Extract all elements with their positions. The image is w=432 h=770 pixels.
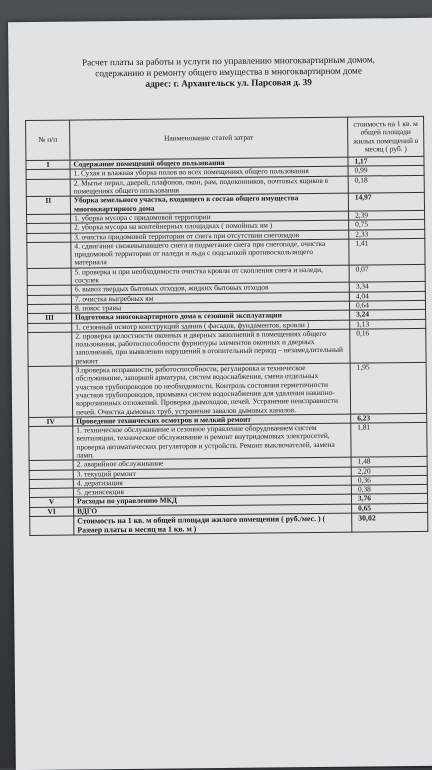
row-number bbox=[29, 460, 73, 470]
row-value: 0,64 bbox=[349, 300, 425, 310]
row-value: 6,23 bbox=[351, 413, 427, 423]
row-name: Подготовка многоквартирного дома к сезонной эксплуатации bbox=[72, 310, 350, 322]
row-number bbox=[27, 233, 71, 243]
row-name: Содержание помещений общего пользования bbox=[70, 157, 348, 169]
row-number: V bbox=[29, 498, 73, 508]
table-row bbox=[29, 422, 427, 460]
row-number bbox=[27, 242, 71, 268]
row-name: 2. уборка мусора на контейнерных площадках ( помойных ям ) bbox=[71, 220, 349, 232]
row-name: 4. дератизация bbox=[73, 476, 351, 488]
row-name: 3.проверка исправности, работоспособности, регулировка и техническое обслуживание, запорной арматуры, систем водоснабжения, смена отдельных участков трубопроводов по необходимости. Контроль состояния герметичности участков трубопроводов, промывка систем водоснабжения для удаления накипно-коррозионных отложений. Проверка дымоходов, печей. Устранение неисправности печей. Очистка дымовых труб, устранение завалов дымовых каналов. bbox=[72, 363, 351, 417]
row-name: 2. Мытье перил, дверей, плафонов, окон, рам, подоконников, почтовых ящиков в помещениях общего пользования bbox=[70, 176, 348, 197]
column-header-cost: стоимость на 1 кв. м общей площади жилых помещений в месяц ( руб. ) bbox=[348, 116, 424, 157]
row-name: 1. сезонный осмотр конструкций здания ( фасадов, фундаментов, кровли ) bbox=[72, 320, 350, 332]
row-number bbox=[26, 170, 70, 180]
row-name: 1. техническое обслуживание и сезонное управление оборудованием систем вентиляции, техническое обслуживание и ремонт внутридомовых электросетей, проверка автоматических регуляторов и устройств. Ремонт выключателей, замена ламп. bbox=[73, 423, 351, 460]
cost-table bbox=[25, 116, 428, 536]
header-line-2: содержанию и ремонту общего имущества в многоквартирном доме bbox=[95, 65, 362, 79]
row-name: 5. дезинсекция bbox=[73, 485, 351, 497]
row-value: 0,99 bbox=[348, 166, 424, 176]
row-name: 4. сдвигание свежевыпавшего снега и подметание снега при снегопаде, очистка придомовой территории от наледи и льда с подсыпкой противоскользящего материала bbox=[71, 239, 349, 268]
row-value: 0,18 bbox=[348, 175, 424, 193]
row-number: IV bbox=[29, 417, 73, 427]
row-number bbox=[27, 268, 71, 286]
row-value: 2,39 bbox=[349, 210, 425, 220]
row-value: 14,97 bbox=[348, 193, 424, 211]
row-value: 0,16 bbox=[350, 328, 426, 363]
row-name: 1. Сухая и влажная уборка полов во всех помещениях общего пользования bbox=[70, 167, 348, 179]
document-header bbox=[48, 54, 408, 91]
header-line-1: Расчет платы за работы и услуги по управлению многоквартирным домом, bbox=[81, 54, 375, 68]
row-number: III bbox=[28, 313, 72, 323]
row-number bbox=[27, 223, 71, 233]
row-value: 1,17 bbox=[348, 157, 424, 167]
row-number bbox=[27, 285, 71, 295]
row-name: Уборка земельного участка, входящего в состав общего имущества многоквартирного дома bbox=[70, 194, 348, 215]
row-value: 0,38 bbox=[351, 485, 427, 495]
table-row bbox=[28, 328, 426, 366]
table-row bbox=[28, 362, 427, 417]
row-value: 3,24 bbox=[350, 310, 426, 320]
column-header-name: Наименование статей затрат bbox=[70, 117, 348, 160]
row-value: 1,95 bbox=[350, 362, 427, 414]
table-header-row bbox=[26, 116, 424, 160]
row-number: VI bbox=[30, 507, 74, 517]
row-value: 1,81 bbox=[351, 422, 427, 457]
row-value: 1,48 bbox=[351, 457, 427, 467]
row-value: 3,76 bbox=[351, 494, 427, 504]
document-sheet bbox=[8, 18, 432, 770]
row-number bbox=[29, 479, 73, 489]
row-name: 3. текущий ремонт bbox=[73, 467, 351, 479]
row-number bbox=[29, 470, 73, 480]
row-name: Стоимость на 1 кв. м общей площади жилого помещения ( руб./мес. ) ( Размер платы в месяц на 1 кв. м ) bbox=[74, 513, 352, 535]
row-value: 0,36 bbox=[351, 475, 427, 485]
table-total-row bbox=[30, 512, 428, 535]
row-name: 1. уборка мусора с придомовой территории bbox=[71, 211, 349, 223]
row-name: 7. очистка выгребных ям bbox=[71, 292, 349, 304]
row-value: 0,07 bbox=[349, 264, 425, 282]
row-value: 1,13 bbox=[350, 319, 426, 329]
row-name: 5. проверка и при необходимости очистка кровли от скопления снега и наледи, сосулек bbox=[71, 265, 349, 286]
row-value: 0,65 bbox=[352, 503, 428, 513]
row-number: I bbox=[26, 160, 70, 170]
row-name: 2. аварийное обслуживание bbox=[73, 457, 351, 469]
row-number bbox=[27, 295, 71, 305]
row-name: 6. вывоз твердых бытовых отходов, жидких бытовых отходов bbox=[71, 283, 349, 295]
row-name: Проведение технических осмотров и мелкий ремонт bbox=[73, 414, 351, 426]
row-number: II bbox=[26, 196, 70, 214]
header-address: адрес: г. Архангельск ул. Парсовая д. 39 bbox=[145, 77, 312, 89]
row-value: 1,41 bbox=[349, 238, 425, 265]
row-name: 3. очистка придомовой территории от снега при отсутствии снегопадов bbox=[71, 230, 349, 242]
row-number bbox=[30, 516, 74, 535]
row-value: 2,20 bbox=[351, 466, 427, 476]
row-name: 8. покос травы bbox=[71, 301, 349, 313]
row-number bbox=[28, 332, 72, 367]
row-number bbox=[26, 179, 70, 197]
row-number bbox=[27, 214, 71, 224]
row-number bbox=[28, 366, 73, 417]
row-value: 30,02 bbox=[352, 512, 428, 532]
row-value: 4,04 bbox=[349, 291, 425, 301]
row-number bbox=[28, 323, 72, 333]
column-header-number: № п/п bbox=[26, 120, 70, 161]
row-name: Расходы по управлению МКД bbox=[73, 495, 351, 507]
row-name: ВДГО bbox=[74, 504, 352, 516]
row-name: 2. проверка целостности оконных и дверных заполнений в помещениях общего пользования, работоспособности фурнитуры элементов оконных и дверных заполнений, при выявлении нарушений в отопительный период – незамедлительный ремонт bbox=[72, 329, 350, 366]
row-number bbox=[29, 426, 73, 461]
row-value: 0,75 bbox=[349, 220, 425, 230]
row-value: 2,33 bbox=[349, 229, 425, 239]
row-value: 3,34 bbox=[349, 282, 425, 292]
